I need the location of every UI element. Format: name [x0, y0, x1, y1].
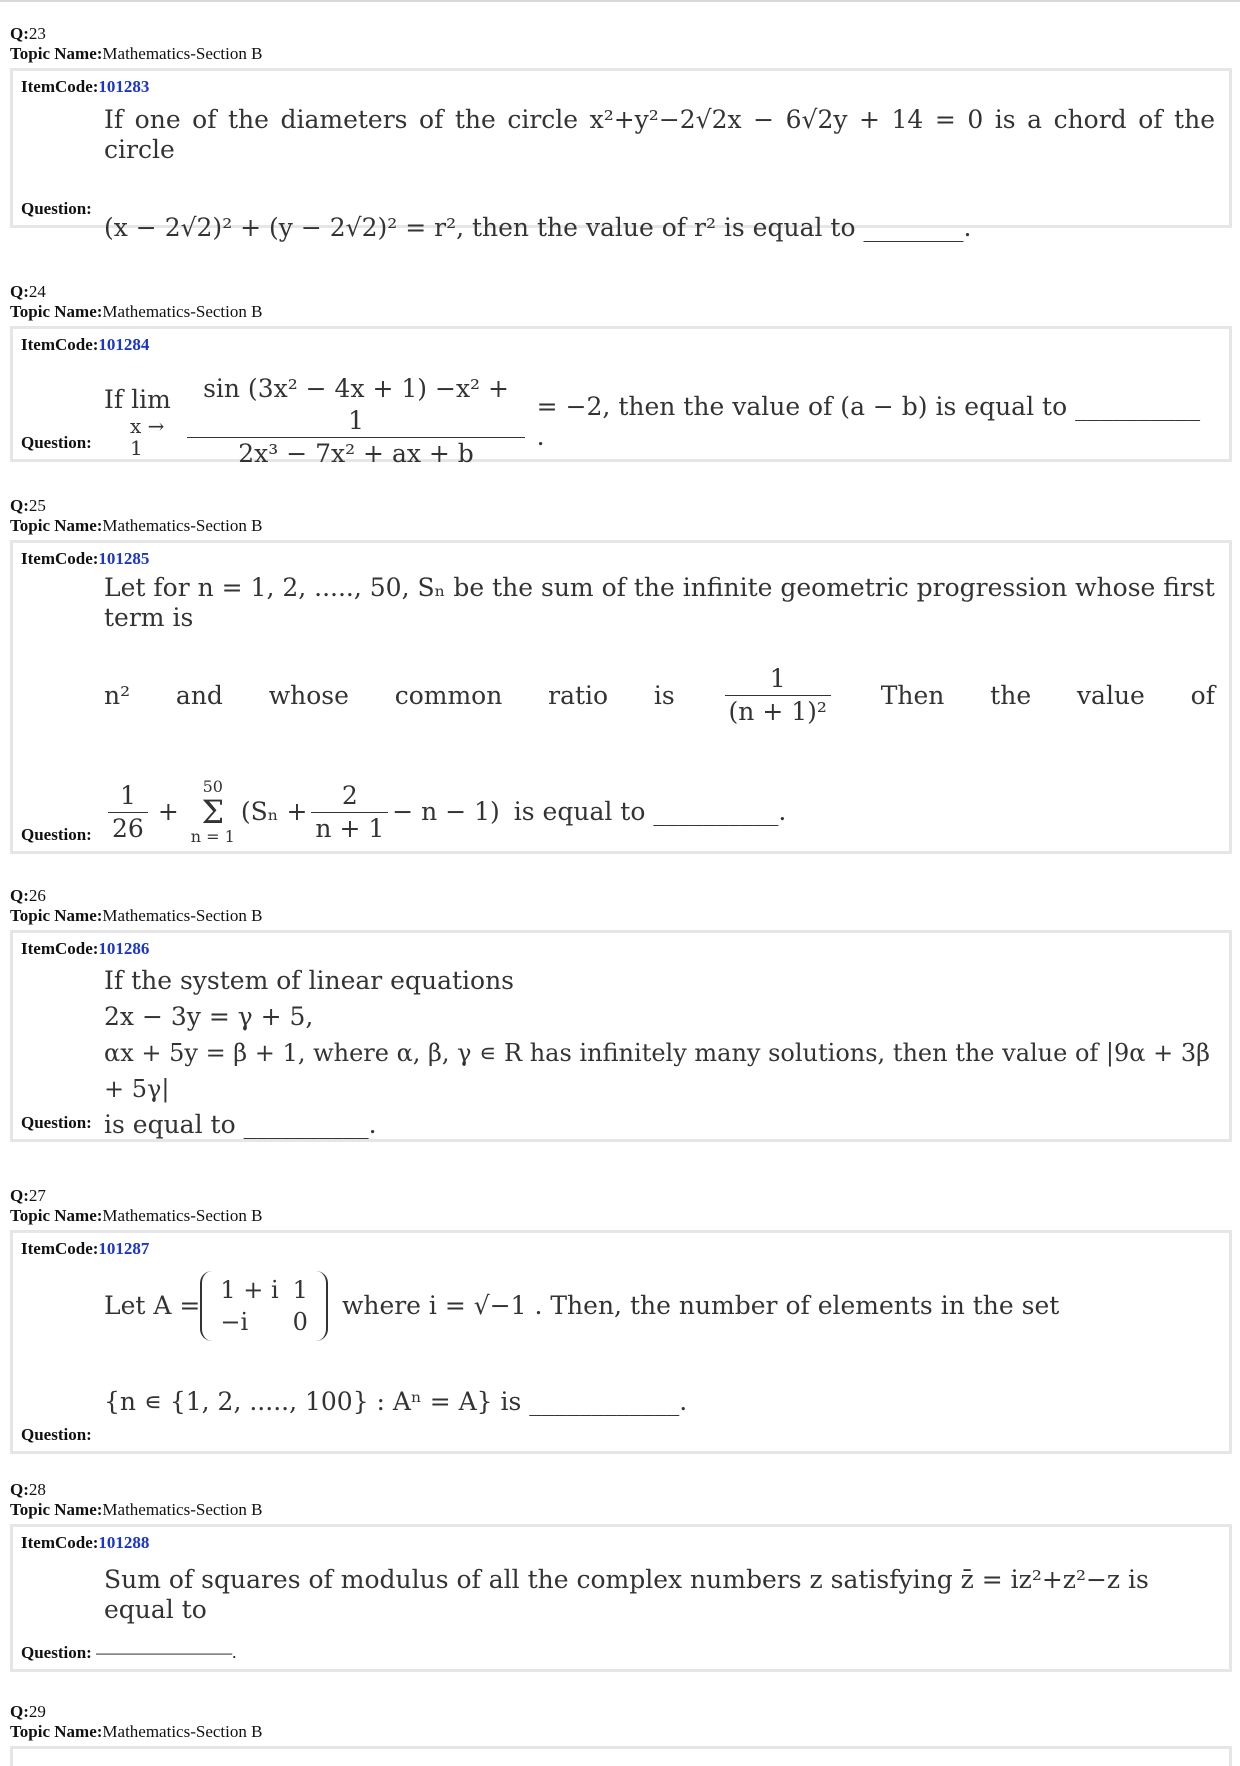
topic-name: Topic Name:Mathematics-Section B [10, 516, 263, 535]
question-text: If lim x → 1 $\frac{\text{sin (3x² − 4x + 1) −x² + 1}}{\text{2x³ − 7x² + ax + b}}$ = −2, then the value of (a − b) is equal to __________ . [104, 374, 1201, 468]
item-code: ItemCode:101283 [21, 77, 150, 96]
item-code: ItemCode:101288 [21, 1533, 150, 1552]
ratio-fraction: $\frac{1}{\text{(n + 1)²}}$ [725, 663, 831, 728]
topic-name: Topic Name:Mathematics-Section B [10, 44, 263, 63]
question-number: Q:24 [10, 282, 46, 301]
question-label: Question: [21, 825, 92, 844]
topic-name: Topic Name:Mathematics-Section B [10, 1722, 263, 1741]
question-text: Sum of squares of modulus of all the complex numbers z satisfying z̄ = iz²+z²−z is equal to [104, 1565, 1149, 1624]
question-box [10, 68, 1232, 242]
topic-name: Topic Name:Mathematics-Section B [10, 302, 263, 321]
question-block-29 [10, 1702, 1232, 1766]
sigma-symbol: 50 Σ n = 1 [190, 777, 235, 846]
question-text: Let for n = 1, 2, ....., 50, Sₙ be the sum of the infinite geometric progression whose first term is n² and whose common ratio is $\frac{1}{\text{(n + 1)²}}$ Then the value of $\frac{1}{26}$ + 50 Σ n = 1 (Sₙ + $\frac{2}{n + 1}$ − n − 1) is equal to __________. [104, 573, 1215, 846]
question-block-26 [10, 886, 1232, 1142]
question-block-24 [10, 282, 1232, 468]
question-block-23 [10, 24, 1232, 242]
top-divider [0, 0, 1240, 2]
question-box [10, 540, 1232, 854]
topic-name: Topic Name:Mathematics-Section B [10, 1206, 263, 1225]
question-box [10, 1230, 1232, 1454]
question-box [10, 1524, 1232, 1672]
question-text: Let A = 1 + i 1 −i 0 where i = √−1 . Then, the number of elements in the set {n ∊ {1, 2, ....., 100} : Aⁿ = A} is ____________. [104, 1271, 1215, 1417]
question-number: Q:23 [10, 24, 46, 43]
question-block-25 [10, 496, 1232, 854]
limit-fraction: $\frac{\text{sin (3x² − 4x + 1) −x² + 1}}{\text{2x³ − 7x² + ax + b}}$ [187, 373, 524, 470]
question-number: Q:25 [10, 496, 46, 515]
question-label: Question: [21, 1425, 92, 1444]
item-code: ItemCode:101287 [21, 1239, 150, 1258]
matrix-a: 1 + i 1 −i 0 [200, 1271, 328, 1341]
question-number: Q:29 [10, 1702, 46, 1721]
question-number: Q:28 [10, 1480, 46, 1499]
inner-fraction: $\frac{2}{n + 1}$ [311, 780, 388, 845]
item-code: ItemCode:101286 [21, 939, 150, 958]
topic-name: Topic Name:Mathematics-Section B [10, 1500, 263, 1519]
question-label: Question: [21, 199, 92, 218]
question-label: Question: [21, 433, 92, 452]
question-label: Question: ————————. [21, 1643, 237, 1662]
question-block-27 [10, 1186, 1232, 1454]
question-box [10, 326, 1232, 468]
topic-name: Topic Name:Mathematics-Section B [10, 906, 263, 925]
question-label: Question: [21, 1113, 92, 1132]
question-text: If one of the diameters of the circle x²+y²−2√2x − 6√2y + 14 = 0 is a chord of the circle (x − 2√2)² + (y − 2√2)² = r², then the value of r² is equal to ________. [104, 105, 1215, 242]
sum-fraction: $\frac{1}{26}$ [108, 780, 148, 845]
question-box [10, 1746, 1232, 1766]
item-code: ItemCode:101284 [21, 335, 150, 354]
question-text: If the system of linear equations 2x − 3y = γ + 5, αx + 5y = β + 1, where α, β, γ ∊ R has infinitely many solutions, then the value of |9α + 3β + 5γ| is equal to __________. [104, 966, 1211, 1139]
item-code: ItemCode:101285 [21, 549, 150, 568]
question-number: Q:26 [10, 886, 46, 905]
question-box [10, 930, 1232, 1142]
question-number: Q:27 [10, 1186, 46, 1205]
question-block-28 [10, 1480, 1232, 1672]
